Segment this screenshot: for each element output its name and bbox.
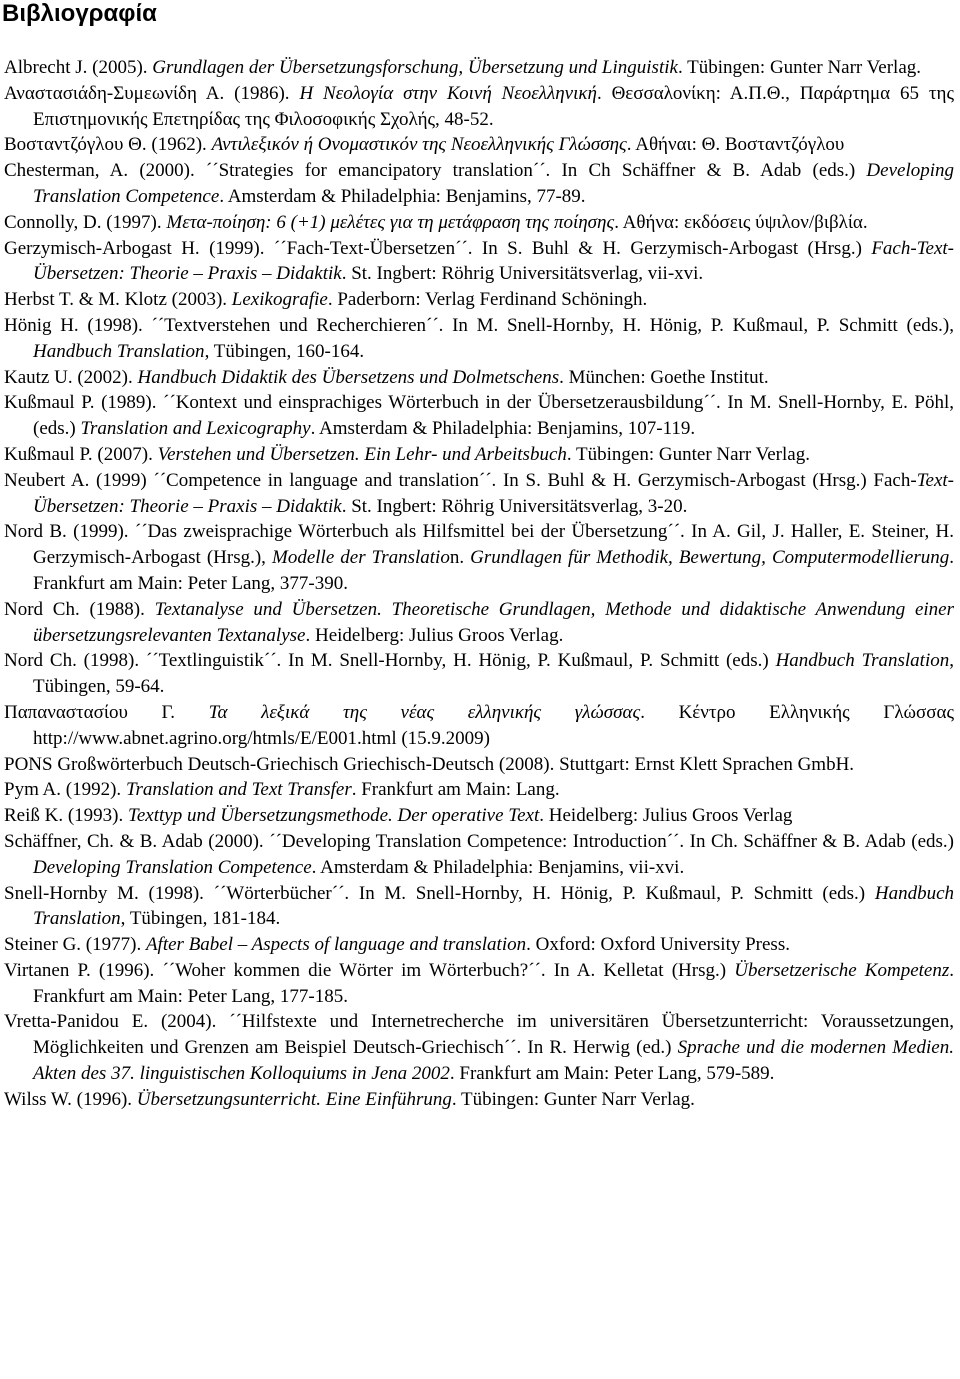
reference-title: Übersetzungsunterricht. Eine Einführung xyxy=(136,1088,452,1110)
reference-text: Vretta-Panidou E. (2004). ´´Hilfstexte und Internetrecherche im universitären Übersetzunterricht: Voraussetzungen, Möglichkeiten und Grenzen am Beispiel Deutsch-Griechisch´´. In R. Herwig (ed.) xyxy=(4,1011,954,1059)
reference-entry xyxy=(4,1087,954,1113)
reference-text: . Κέντρο Ελληνικής Γλώσσας http://www.abnet.agrino.org/htmls/E/E001.html (15.9.2009) xyxy=(33,701,954,749)
reference-text: . Tübingen: Gunter Narr Verlag. xyxy=(566,443,810,465)
reference-entry xyxy=(4,468,954,520)
reference-entry xyxy=(4,287,954,313)
reference-entry xyxy=(4,932,954,958)
reference-entry xyxy=(4,313,954,365)
reference-text: PONS Großwörterbuch Deutsch-Griechisch Griechisch-Deutsch (2008). Stuttgart: Ernst Klett Sprachen GmbH. xyxy=(4,753,855,775)
reference-text: . Oxford: Oxford University Press. xyxy=(526,934,790,956)
reference-text: . Amsterdam & Philadelphia: Benjamins, vii-xvi. xyxy=(311,856,685,878)
reference-text: Neubert A. (1999) ´´Competence in language and translation´´. In S. Buhl & H. Gerzymisch-Arbogast (Hrsg.) Fach- xyxy=(4,469,917,491)
reference-text: Connolly, D. (1997). xyxy=(4,211,167,233)
reference-entry xyxy=(4,597,954,649)
reference-text: Herbst T. & M. Klotz (2003). xyxy=(4,289,232,311)
reference-text: n. xyxy=(449,547,471,569)
reference-entry xyxy=(4,752,954,778)
reference-entry xyxy=(4,390,954,442)
reference-text: . St. Ingbert: Röhrig Universitätsverlag, vii-xvi. xyxy=(341,263,704,285)
reference-title: Handbuch Didaktik des Übersetzens und Dolmetschens xyxy=(137,366,560,388)
reference-title: Μετα-ποίηση: 6 (+1) μελέτες για τη μετάφραση της ποίησης xyxy=(166,211,615,233)
reference-text: . Amsterdam & Philadelphia: Benjamins, 77-89. xyxy=(219,185,586,207)
reference-text: Gerzymisch-Arbogast H. (1999). ´´Fach-Text-Übersetzen´´. In S. Buhl & H. Gerzymisch-Arbogast (Hrsg.) xyxy=(4,237,872,259)
reference-text: Nord Ch. (1988). xyxy=(4,598,155,620)
reference-text: Nord B. (1999). ´´Das zweisprachige Wörterbuch als Hilfsmittel bei der Übersetzung´´. In A. Gil, J. Haller, E. Steiner, H. Gerzymisch-Arbogast (Hrsg.), xyxy=(4,521,954,569)
reference-entry xyxy=(4,442,954,468)
reference-text: Virtanen P. (1996). ´´Woher kommen die Wörter im Wörterbuch?´´. In A. Kelletat (Hrsg.) xyxy=(4,959,735,981)
reference-text: Pym A. (1992). xyxy=(4,779,126,801)
reference-text: Hönig H. (1998). ´´Textverstehen und Recherchieren´´. In M. Snell-Hornby, H. Hönig, P. Kußmaul, P. Schmitt (eds.), xyxy=(4,314,954,336)
reference-entry xyxy=(4,236,954,288)
reference-text: Kußmaul P. (2007). xyxy=(4,443,158,465)
reference-text: . Frankfurt am Main: Peter Lang, 377-390. xyxy=(33,547,955,594)
reference-text: Kautz U. (2002). xyxy=(4,366,138,388)
reference-text: , Tübingen, 181-184. xyxy=(120,908,281,930)
reference-title: Translation and Text Transfer xyxy=(125,779,352,801)
reference-text: , Tübingen, 160-164. xyxy=(204,340,365,362)
reference-title: Τα λεξικά της νέας ελληνικής γλώσσας xyxy=(208,701,641,723)
reference-title: Developing Translation Competence xyxy=(33,160,954,207)
reference-text: . Frankfurt am Main: Lang. xyxy=(351,779,560,801)
reference-entry xyxy=(4,519,954,596)
reference-text: . Frankfurt am Main: Peter Lang, 177-185. xyxy=(33,959,954,1007)
reference-text: . Tübingen: Gunter Narr Verlag. xyxy=(451,1088,695,1110)
reference-text: . Paderborn: Verlag Ferdinand Schöningh. xyxy=(327,289,648,311)
reference-entry xyxy=(4,777,954,803)
reference-title: Η Νεολογία στην Κοινή Νεοελληνική xyxy=(299,82,597,104)
reference-text: Reiß K. (1993). xyxy=(4,805,129,827)
reference-text: Wilss W. (1996). xyxy=(4,1088,137,1110)
reference-text: Snell-Hornby M. (1998). ´´Wörterbücher´´. In M. Snell-Hornby, H. Hönig, P. Kußmaul, P. Schmitt (eds.) xyxy=(4,882,875,904)
reference-title: Verstehen und Übersetzen. Ein Lehr- und Arbeitsbuch xyxy=(157,443,567,465)
reference-title: Grundlagen für Methodik, Bewertung, Computermodellierung xyxy=(470,547,950,569)
reference-entry xyxy=(4,132,954,158)
reference-entry xyxy=(4,55,954,81)
reference-text: Schäffner, Ch. & B. Adab (2000). ´´Developing Translation Competence: Introduction´´. In Ch. Schäffner & B. Adab (eds.) xyxy=(4,830,954,852)
reference-entry xyxy=(4,803,954,829)
reference-entry xyxy=(4,158,954,210)
reference-title: Translation and Lexicography xyxy=(80,418,311,440)
reference-list xyxy=(4,55,954,1113)
reference-title: Αντιλεξικόν ή Ονομαστικόν της Νεοελληνικής Γλώσσης xyxy=(211,134,627,156)
reference-entry xyxy=(4,1009,954,1086)
reference-text: . St. Ingbert: Röhrig Universitätsverlag, 3-20. xyxy=(341,495,688,517)
reference-title: Handbuch Translation xyxy=(33,882,954,930)
reference-text: Chesterman, A. (2000). ´´Strategies for emancipatory translation´´. In Ch Schäffner & B. Adab (eds.) xyxy=(4,160,867,182)
reference-text: Albrecht J. (2005). xyxy=(4,57,153,78)
reference-text: Nord Ch. (1998). ´´Textlinguistik´´. In M. Snell-Hornby, H. Hönig, P. Kußmaul, P. Schmitt (eds.) xyxy=(4,650,776,672)
page-title: Βιβλιογραφία xyxy=(2,0,157,27)
reference-text: Αναστασιάδη-Συμεωνίδη Α. (1986). xyxy=(4,82,300,104)
reference-entry xyxy=(4,881,954,933)
reference-text: . Heidelberg: Julius Groos Verlag. xyxy=(305,624,564,646)
reference-entry xyxy=(4,648,954,700)
reference-title: Handbuch Translation xyxy=(775,650,950,672)
reference-text: . Αθήναι: Θ. Βοσταντζόγλου xyxy=(626,134,845,156)
reference-title: Text-Übersetzen: Theorie – Praxis – Didaktik xyxy=(33,469,954,517)
reference-entry xyxy=(4,958,954,1010)
reference-title: Fach-Text-Übersetzen: Theorie – Praxis – Didaktik xyxy=(33,237,954,285)
reference-entry xyxy=(4,81,954,133)
reference-title: After Babel – Aspects of language and translation xyxy=(145,934,527,956)
reference-text: . Αθήνα: εκδόσεις ύψιλον/βιβλία. xyxy=(614,211,868,233)
reference-title: Übersetzerische Kompetenz xyxy=(734,959,950,981)
reference-entry xyxy=(4,210,954,236)
reference-entry xyxy=(4,829,954,881)
reference-text: Παπαναστασίου Γ. xyxy=(4,701,209,723)
reference-title: Developing Translation Competence xyxy=(33,856,312,878)
reference-title: Sprache und die modernen Medien. Akten des 37. linguistischen Kolloquiums in Jena 2002 xyxy=(33,1037,954,1085)
reference-title: Textanalyse und Übersetzen. Theoretische Grundlagen, Methode und didaktische Anwendung einer übersetzungsrelevanten Textanalyse xyxy=(33,598,954,646)
reference-text: . Tübingen: Gunter Narr Verlag. xyxy=(677,57,922,78)
reference-text: , Tübingen, 59-64. xyxy=(33,650,954,698)
reference-title: Lexikografie xyxy=(231,289,328,311)
reference-title: Handbuch Translation xyxy=(33,340,205,362)
reference-entry xyxy=(4,700,954,752)
reference-title: Texttyp und Übersetzungsmethode. Der operative Text xyxy=(128,805,540,827)
reference-text: . Amsterdam & Philadelphia: Benjamins, 107-119. xyxy=(310,418,696,440)
reference-text: . Heidelberg: Julius Groos Verlag xyxy=(539,805,793,827)
reference-entry xyxy=(4,365,954,391)
reference-text: . München: Goethe Institut. xyxy=(559,366,769,388)
reference-text: . Frankfurt am Main: Peter Lang, 579-589. xyxy=(449,1063,775,1085)
reference-title: Modelle der Translatio xyxy=(272,547,450,569)
reference-text: . Θεσσαλονίκη: Α.Π.Θ., Παράρτημα 65 της Επιστημονικής Επετηρίδας της Φιλοσοφικής Σχολής, 48-52. xyxy=(33,82,954,130)
reference-title: Grundlagen der Übersetzungsforschung, Übersetzung und Linguistik xyxy=(152,57,678,78)
reference-text: Βοσταντζόγλου Θ. (1962). xyxy=(4,134,212,156)
reference-text: Kußmaul P. (1989). ´´Kontext und einsprachiges Wörterbuch in der Übersetzerausbildung´´. In M. Snell-Hornby, E. Pöhl, (eds.) xyxy=(4,392,954,440)
reference-text: Steiner G. (1977). xyxy=(4,934,146,956)
